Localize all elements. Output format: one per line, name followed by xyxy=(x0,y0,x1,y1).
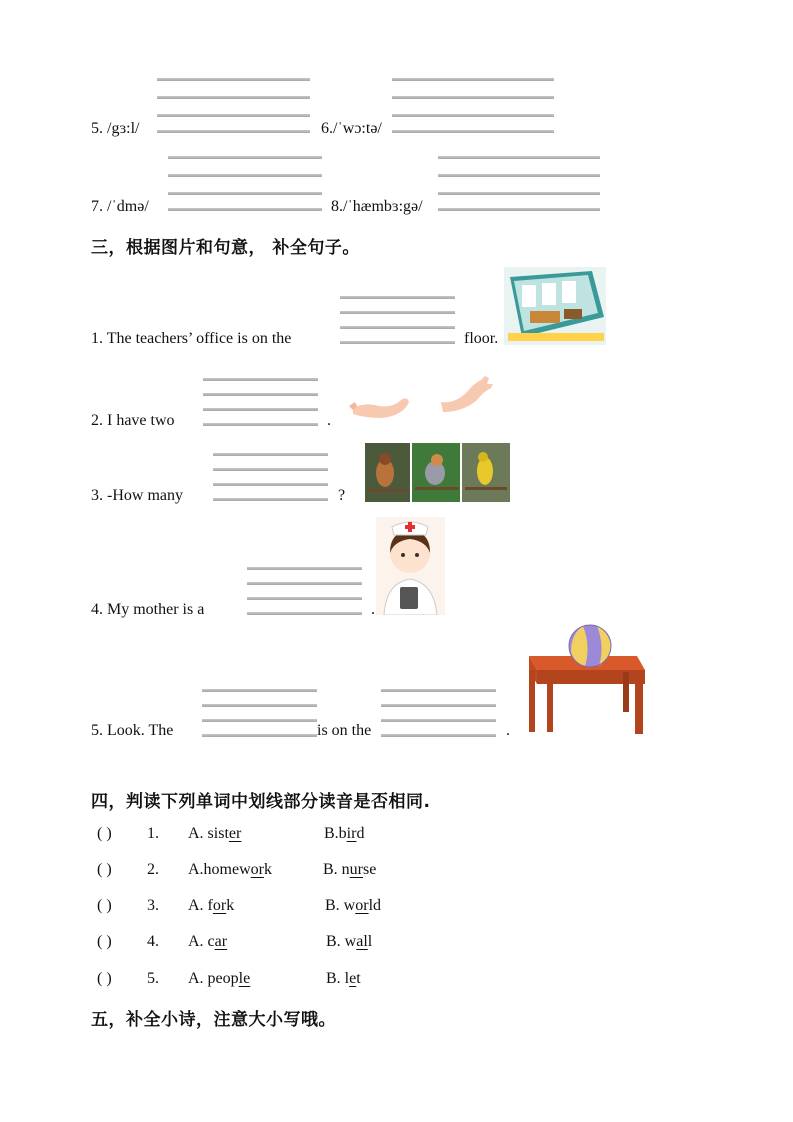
s3-item1-after: floor. xyxy=(464,330,499,347)
s3-item2-after: . xyxy=(327,412,331,429)
option-b: B. let xyxy=(326,970,361,987)
phonetic-label-6: 6./ˈwɔ:tə/ xyxy=(321,120,382,137)
section4-title: 四，判读下列单词中划线部分读音是否相同. xyxy=(91,792,431,812)
section5-title: 五，补全小诗，注意大小写哦。 xyxy=(91,1010,336,1030)
writing-lines-8[interactable] xyxy=(438,156,600,212)
s3-item4-blank[interactable] xyxy=(247,567,362,617)
s3-item3-before: 3. -How many xyxy=(91,487,183,504)
s3-item1-before: 1. The teachers’ office is on the xyxy=(91,330,292,347)
item-number: 3. xyxy=(147,897,159,914)
answer-paren[interactable]: ( ) xyxy=(97,825,112,842)
writing-lines-7[interactable] xyxy=(168,156,322,212)
answer-paren[interactable]: ( ) xyxy=(97,933,112,950)
writing-lines-6[interactable] xyxy=(392,78,554,134)
option-b: B. nurse xyxy=(323,861,377,878)
option-a: A. sister xyxy=(188,825,242,842)
item-number: 1. xyxy=(147,825,159,842)
writing-lines-5[interactable] xyxy=(157,78,310,134)
item-number: 5. xyxy=(147,970,159,987)
item-number: 4. xyxy=(147,933,159,950)
item-number: 2. xyxy=(147,861,159,878)
section3-title: 三，根据图片和句意， 补全句子。 xyxy=(91,238,360,258)
option-b: B. wall xyxy=(326,933,373,950)
s3-item5-blank1[interactable] xyxy=(202,689,317,739)
phonetic-label-8: 8./ˈhæmbɜ:gə/ xyxy=(331,198,423,215)
school-building-image xyxy=(504,267,606,345)
birds-image xyxy=(365,443,510,502)
s3-item1-blank[interactable] xyxy=(340,296,455,346)
answer-paren[interactable]: ( ) xyxy=(97,861,112,878)
s3-item5-before: 5. Look. The xyxy=(91,722,174,739)
s3-item3-after: ? xyxy=(338,487,346,504)
option-a: A.homework xyxy=(188,861,272,878)
ball-on-table-image xyxy=(527,622,647,735)
answer-paren[interactable]: ( ) xyxy=(97,897,112,914)
s3-item4-before: 4. My mother is a xyxy=(91,601,205,618)
phonetic-label-7: 7. /ˈdmə/ xyxy=(91,198,149,215)
answer-paren[interactable]: ( ) xyxy=(97,970,112,987)
s3-item5-blank2[interactable] xyxy=(381,689,496,739)
s3-item5-middle: is on the xyxy=(317,722,372,739)
s3-item3-blank[interactable] xyxy=(213,453,328,503)
s3-item2-before: 2. I have two xyxy=(91,412,175,429)
s3-item2-blank[interactable] xyxy=(203,378,318,428)
nurse-image xyxy=(376,517,445,615)
option-b: B.bird xyxy=(324,825,365,842)
arms-image xyxy=(345,372,497,422)
s3-item4-after: . xyxy=(371,601,375,618)
option-a: A. fork xyxy=(188,897,235,914)
phonetic-label-5: 5. /gɜ:l/ xyxy=(91,120,140,137)
option-a: A. car xyxy=(188,933,228,950)
s3-item5-after: . xyxy=(506,722,510,739)
option-a: A. people xyxy=(188,970,251,987)
option-b: B. world xyxy=(325,897,382,914)
